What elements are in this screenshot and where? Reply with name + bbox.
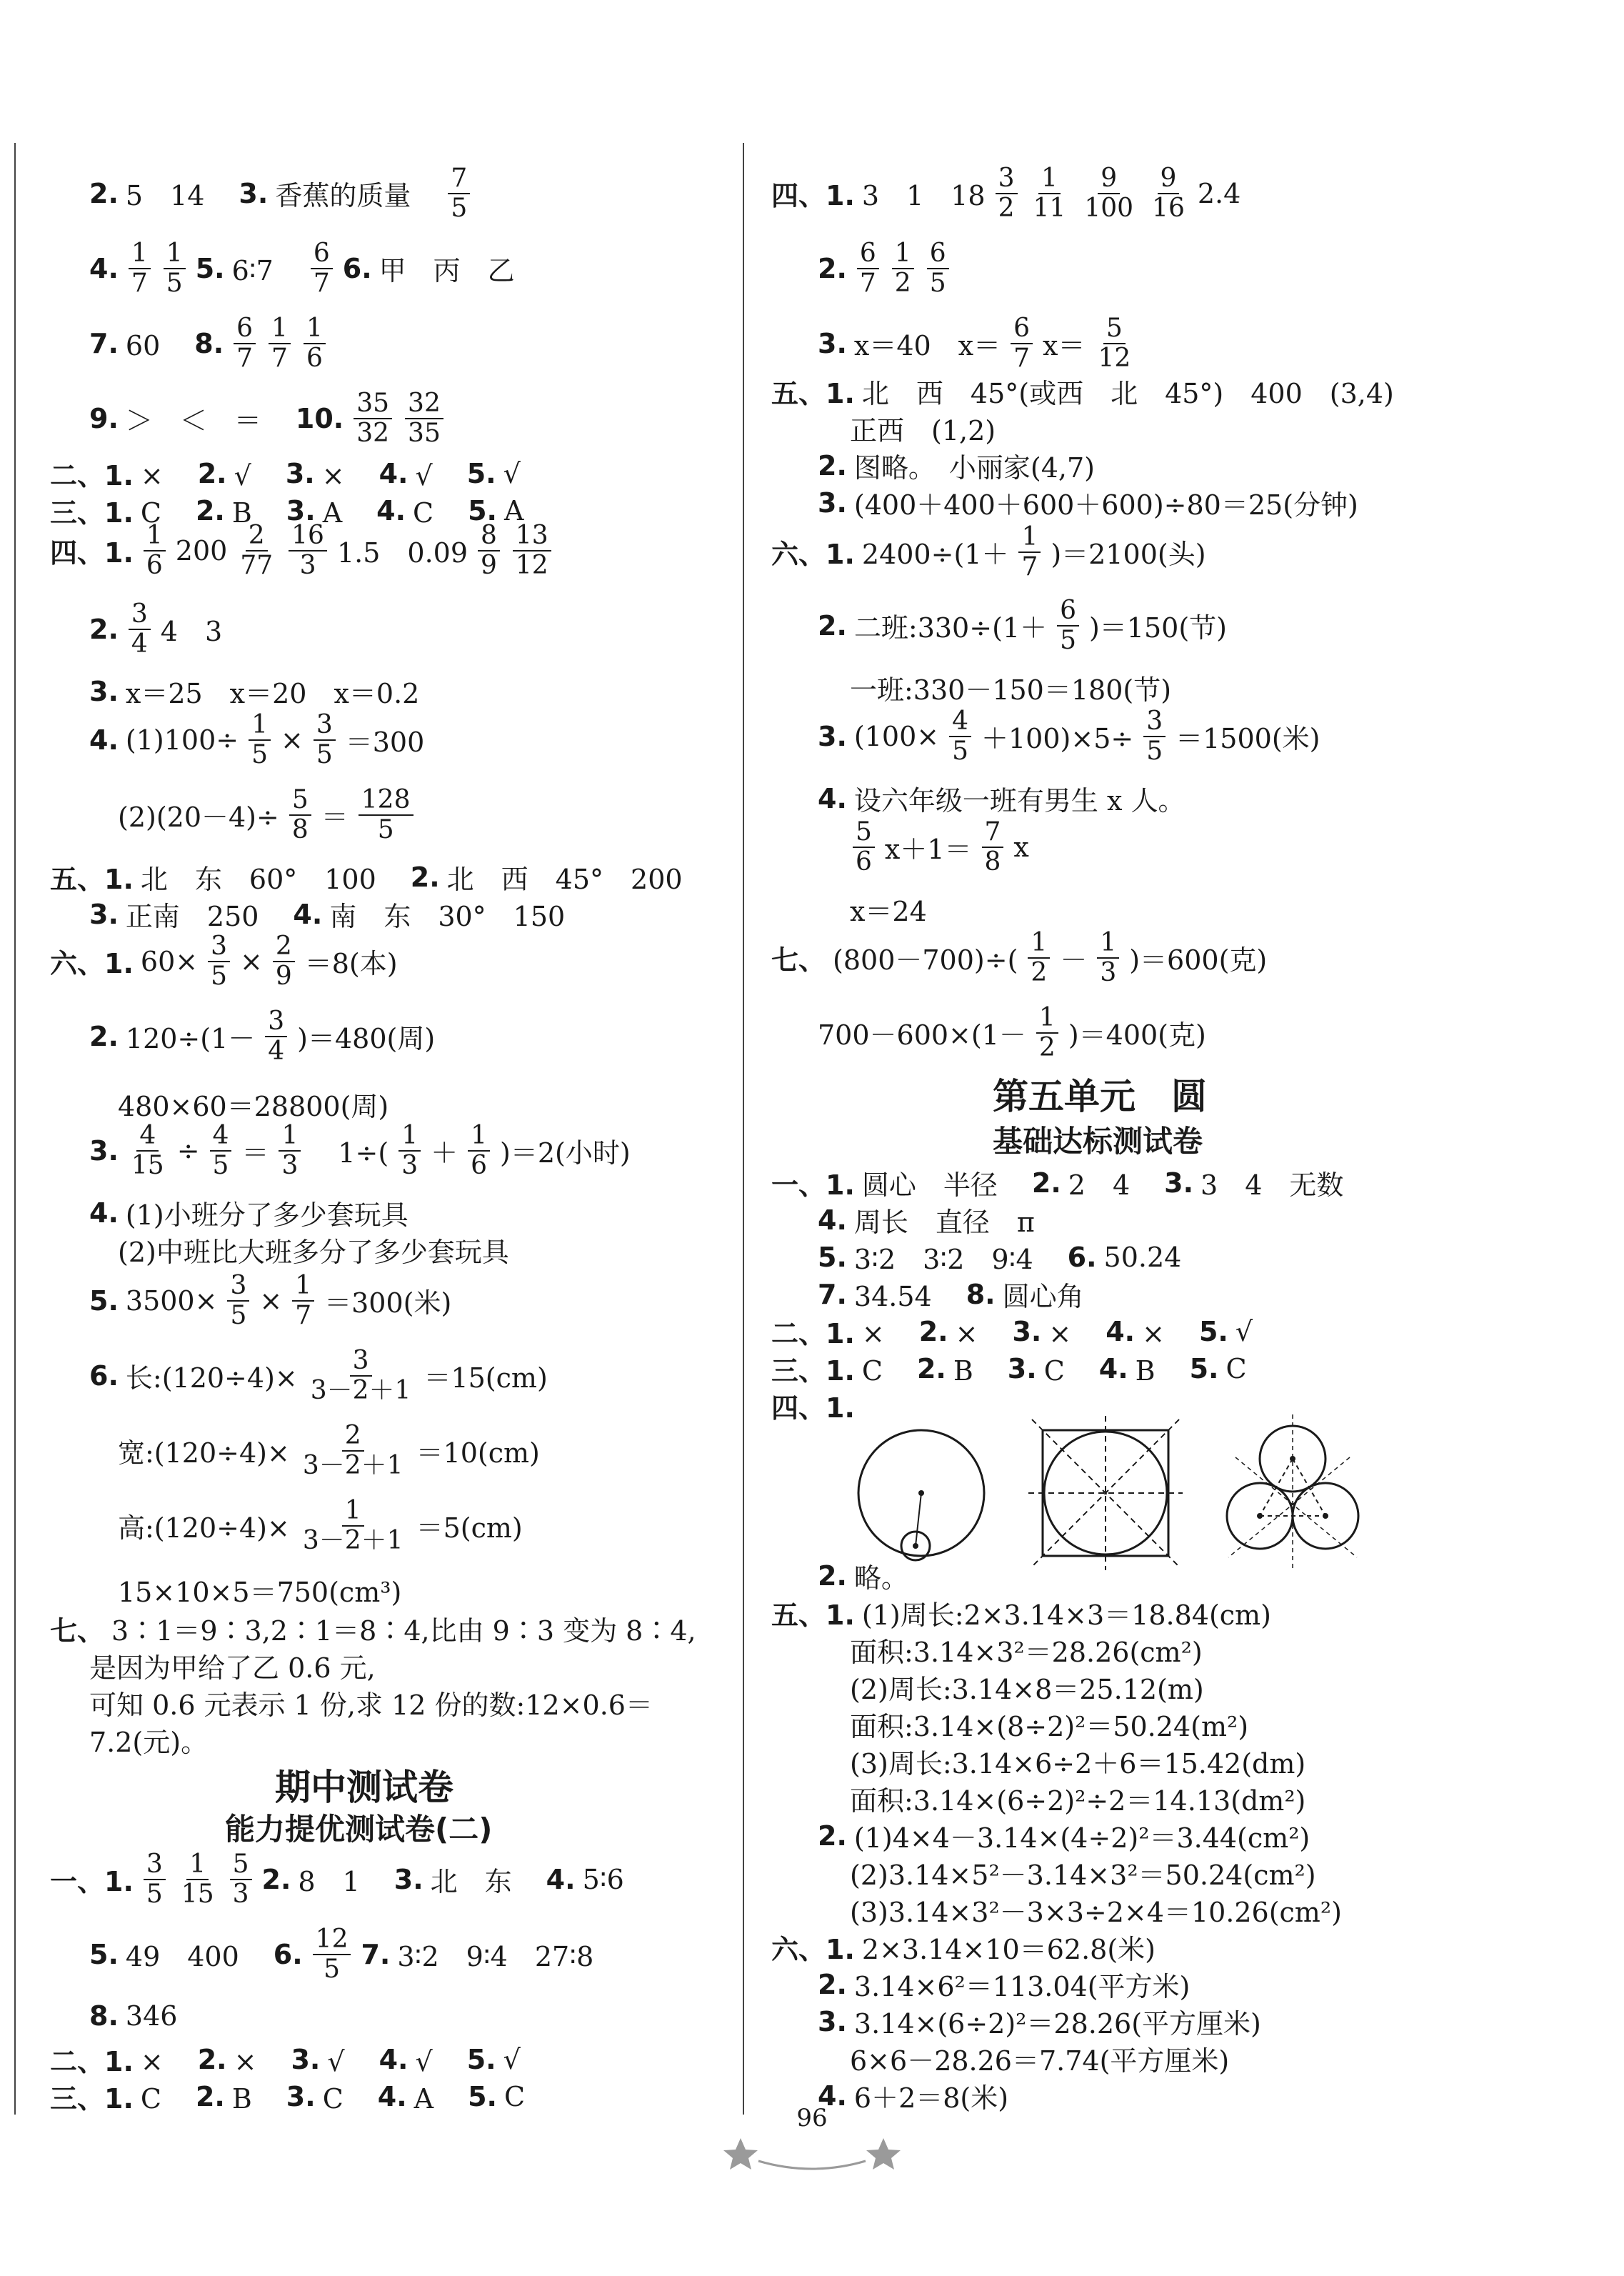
- fraction: $\frac{3}{4}$: [265, 1007, 287, 1065]
- fraction: $\frac{3}{4}$: [129, 600, 151, 658]
- answer-line: (2)周长:3.14×8＝25.12(m): [850, 1674, 1204, 1705]
- fraction: $\frac{6}{5}$: [927, 239, 949, 297]
- fraction: $\frac{32}{35}$: [405, 389, 443, 447]
- fraction: $\frac{4}{5}$: [210, 1122, 232, 1179]
- answer-line: 一、1. 圆心 半径 2. 2 4 3. 3 4 无数: [771, 1167, 1344, 1201]
- answer-line: 2. $\frac{3}{4}$ 4 3: [89, 599, 223, 659]
- answer-line: 4. $\frac{1}{7}$ $\frac{1}{5}$ 5. 6∶7 $\frac{6}{7}$ 6. 甲 丙 乙: [89, 239, 515, 298]
- section-title: 第五单元 圆: [993, 1076, 1207, 1117]
- answer-line: 480×60＝28800(周): [118, 1091, 389, 1122]
- fraction: $\frac{2}{77}$: [240, 521, 274, 580]
- answer-line: 面积:3.14×3²＝28.26(cm²): [850, 1637, 1203, 1668]
- fraction: $\frac{6}{7}$: [857, 239, 879, 297]
- answer-line: 7. 34.54 8. 圆心角: [818, 1278, 1084, 1312]
- answer-line: 8. 346: [89, 2000, 178, 2032]
- answer-line: 3. x＝25 x＝20 x＝0.2: [89, 675, 420, 709]
- answer-line: 六、1. 2400÷(1＋ $\frac{1}{7}$ )＝2100(头): [771, 522, 1206, 582]
- answer-line: 7. 60 8. $\frac{6}{7}$ $\frac{1}{7}$ $\frac{1}{6}$: [89, 314, 329, 372]
- fraction: $\frac{6}{7}$: [311, 239, 333, 297]
- column-divider: [743, 143, 744, 2115]
- fraction: $\frac{12}{5}$: [313, 1925, 351, 1983]
- answer-line: $\frac{5}{6}$ x＋1＝ $\frac{7}{8}$ x: [850, 818, 1029, 876]
- fraction: $\frac{3}{5}$: [208, 932, 230, 990]
- answer-line: 7.2(元)。: [89, 1727, 209, 1758]
- fraction: $\frac{3}{5}$: [227, 1272, 249, 1329]
- answer-line: 3. x＝40 x＝ $\frac{6}{7}$ x＝ $\frac{5}{12}$: [818, 314, 1136, 372]
- fraction: $\frac{5}{12}$: [1098, 314, 1131, 373]
- fraction: $\frac{1}{2}$: [1028, 929, 1050, 987]
- answer-line: 高:(120÷4)× $\frac{1}{3-2+1}$ ＝5(cm): [118, 1496, 523, 1555]
- answer-line: 4. 设六年级一班有男生 x 人。: [818, 782, 1186, 817]
- figure-three-tangent-circles: [1227, 1414, 1358, 1568]
- fraction: $\frac{1}{7}$: [269, 314, 291, 372]
- fraction: $\frac{9}{16}$: [1152, 164, 1185, 223]
- answer-line: 五、1. (1)周长:2×3.14×3＝18.84(cm): [771, 1599, 1271, 1631]
- fraction: $\frac{1}{2}$: [1036, 1004, 1058, 1062]
- fraction: $\frac{3}{5}$: [144, 1850, 166, 1908]
- fraction: $\frac{9}{100}$: [1084, 164, 1134, 223]
- page-number: 96: [796, 2104, 828, 2132]
- answer-line: 可知 0.6 元表示 1 份,求 12 份的数:12×0.6＝: [89, 1689, 653, 1721]
- fraction: $\frac{5}{3}$: [230, 1850, 252, 1908]
- answer-line: 面积:3.14×(6÷2)²÷2＝14.13(dm²): [850, 1785, 1306, 1817]
- fraction: $\frac{1}{2}$: [892, 239, 914, 297]
- fraction: $\frac{6}{7}$: [234, 314, 256, 372]
- figure-circle-with-small-circle: [858, 1430, 984, 1560]
- answer-line: 5. 49 400 6. $\frac{12}{5}$ 7. 3∶2 9∶4 27∶8: [89, 1925, 594, 1984]
- fraction: $\frac{16}{3}$: [289, 521, 327, 579]
- answer-line: 2. 二班:330÷(1＋ $\frac{6}{5}$ )＝150(节): [818, 596, 1227, 655]
- fraction: $\frac{4}{5}$: [949, 707, 971, 765]
- answer-line: 4. (1)100÷ $\frac{1}{5}$ × $\frac{3}{5}$ ＝300: [89, 710, 425, 769]
- figure-square-inscribed-circle: [1028, 1416, 1183, 1570]
- answer-line: 七、 3∶1＝9∶3,2∶1＝8∶4,比由 9∶3 变为 8∶4,: [50, 1615, 696, 1647]
- fraction: $\frac{1}{3}$: [399, 1122, 421, 1179]
- answer-line: 4. (1)小班分了多少套玩具: [89, 1197, 408, 1231]
- answer-line: 四、1. $\frac{1}{6}$ 200 $\frac{2}{77}$ $\frac{16}{3}$ 1.5 0.09 $\frac{8}{9}$ $\frac{13}{12}$: [50, 521, 554, 579]
- fraction: $\frac{3}{3-2+1}$: [310, 1346, 411, 1405]
- answer-line: 六、1. 2×3.14×10＝62.8(米): [771, 1934, 1156, 1965]
- fraction: $\frac{7}{8}$: [982, 818, 1004, 876]
- answer-line: 二、1. × 2. × 3. √ 4. √ 5. √: [50, 2043, 521, 2077]
- fraction: $\frac{3}{2}$: [996, 164, 1018, 222]
- answer-line: 15×10×5＝750(cm³): [118, 1577, 402, 1608]
- fraction: $\frac{5}{8}$: [289, 786, 311, 844]
- answer-line: 三、1. C 2. B 3. C 4. A 5. C: [50, 2080, 526, 2115]
- fraction: $\frac{6}{5}$: [1057, 597, 1079, 654]
- answer-line: 2. 略。: [818, 1559, 908, 1594]
- answer-line: 一、1. $\frac{3}{5}$ $\frac{1}{15}$ $\frac{5}{3}$ 2. 8 1 3. 北 东 4. 5∶6: [50, 1850, 624, 1909]
- answer-line: 三、1. C 2. B 3. A 4. C 5. A: [50, 494, 524, 529]
- answer-line: 5. 3∶2 3∶2 9∶4 6. 50.24: [818, 1241, 1182, 1275]
- fraction: $\frac{3}{5}$: [314, 711, 336, 769]
- answer-line: 2. 图略。 小丽家(4,7): [818, 449, 1095, 484]
- answer-line: 4. 周长 直径 π: [818, 1204, 1035, 1238]
- fraction: $\frac{35}{32}$: [354, 389, 392, 447]
- answer-line: (2)(20－4)÷ $\frac{5}{8}$ ＝ $\frac{128}{5}$: [118, 786, 416, 844]
- fraction: $\frac{4}{15}$: [131, 1121, 164, 1180]
- answer-line: (3)3.14×3²－3×3÷2×4＝10.26(cm²): [850, 1897, 1342, 1928]
- answer-line: 2. 5 14 3. 香蕉的质量 $\frac{7}{5}$: [89, 164, 473, 222]
- circle-figures: [857, 1414, 1371, 1572]
- page-footer: [0, 2104, 1624, 2178]
- answer-line: 2. (1)4×4－3.14×(4÷2)²＝3.44(cm²): [818, 1820, 1310, 1854]
- fraction: $\frac{1}{7}$: [292, 1272, 314, 1329]
- answer-line: 五、1. 北 西 45°(或西 北 45°) 400 (3,4): [771, 378, 1394, 409]
- answer-line: (2)中班比大班多分了多少套玩具: [118, 1237, 509, 1268]
- answer-line: 二、1. × 2. × 3. × 4. × 5. √: [771, 1315, 1253, 1349]
- answer-line: 3. 3.14×(6÷2)²＝28.26(平方厘米): [818, 2005, 1261, 2040]
- fraction: $\frac{1}{6}$: [468, 1122, 490, 1179]
- fraction: $\frac{2}{3-2+1}$: [302, 1421, 404, 1480]
- answer-line: 二、1. × 2. √ 3. × 4. √ 5. √: [50, 457, 521, 491]
- fraction: $\frac{1}{6}$: [304, 314, 326, 372]
- answer-line: 四、1.: [771, 1392, 855, 1424]
- answer-line: 6. 长:(120÷4)× $\frac{3}{3-2+1}$ ＝15(cm): [89, 1346, 548, 1405]
- fraction: $\frac{1}{11}$: [1033, 164, 1066, 223]
- answer-line: 一班:330－150＝180(节): [850, 674, 1172, 706]
- answer-line: 三、1. C 2. B 3. C 4. B 5. C: [771, 1352, 1247, 1387]
- answer-line: 2. 3.14×6²＝113.04(平方米): [818, 1968, 1191, 2002]
- fraction: $\frac{1}{7}$: [1018, 523, 1041, 581]
- answer-line: 七、 (800－700)÷( $\frac{1}{2}$ － $\frac{1}{3}$ )＝600(克): [771, 928, 1268, 987]
- star-ornament-icon: [719, 2132, 905, 2175]
- answer-line: 是因为甲给了乙 0.6 元,: [89, 1652, 376, 1684]
- fraction: $\frac{1}{7}$: [129, 239, 151, 297]
- answer-line: 正西 (1,2): [850, 415, 996, 446]
- fraction: $\frac{7}{5}$: [448, 164, 470, 222]
- answer-line: 四、1. 3 1 18 $\frac{3}{2}$ $\frac{1}{11}$ $\frac{9}{100}$ $\frac{9}{16}$ 2.4: [771, 164, 1241, 223]
- section-subtitle: 基础达标测试卷: [993, 1124, 1203, 1159]
- section-subtitle: 能力提优测试卷(二): [225, 1812, 493, 1847]
- fraction: $\frac{2}{9}$: [273, 932, 295, 990]
- answer-line: 3. 正南 250 4. 南 东 30° 150: [89, 898, 566, 932]
- fraction: $\frac{1}{15}$: [181, 1850, 214, 1909]
- answer-line: 宽:(120÷4)× $\frac{2}{3-2+1}$ ＝10(cm): [118, 1421, 540, 1480]
- answer-line: 700－600×(1－ $\frac{1}{2}$ )＝400(克): [818, 1003, 1206, 1062]
- left-margin-rule: [14, 143, 16, 2115]
- answer-line: 4. 6＋2＝8(米): [818, 2080, 1009, 2114]
- answer-line: 面积:3.14×(8÷2)²＝50.24(m²): [850, 1711, 1249, 1742]
- answer-line: 5. 3500× $\frac{3}{5}$ × $\frac{1}{7}$ ＝300(米): [89, 1271, 452, 1330]
- fraction: $\frac{1}{5}$: [249, 711, 271, 769]
- answer-line: 五、1. 北 东 60° 100 2. 北 西 45° 200: [50, 861, 683, 895]
- answer-line: (2)3.14×5²－3.14×3²＝50.24(cm²): [850, 1860, 1316, 1891]
- fraction: $\frac{13}{12}$: [513, 521, 551, 579]
- answer-line: 3. (100× $\frac{4}{5}$ ＋100)×5÷ $\frac{3}{5}$ ＝1500(米): [818, 707, 1320, 766]
- fraction: $\frac{1}{6}$: [144, 521, 166, 579]
- answer-line: 2. $\frac{6}{7}$ $\frac{1}{2}$ $\frac{6}{5}$: [818, 239, 952, 297]
- fraction: $\frac{1}{5}$: [164, 239, 186, 297]
- answer-line: 2. 120÷(1－ $\frac{3}{4}$ )＝480(周): [89, 1007, 436, 1066]
- fraction: $\frac{6}{7}$: [1011, 314, 1033, 372]
- answer-line: x＝24: [850, 896, 927, 927]
- section-title: 期中测试卷: [275, 1767, 453, 1808]
- answer-line: 9. ＞ ＜ ＝ 10. $\frac{35}{32}$ $\frac{32}{35}$: [89, 389, 446, 447]
- fraction: $\frac{1}{3-2+1}$: [302, 1496, 404, 1555]
- answer-line: 3. (400＋400＋600＋600)÷80＝25(分钟): [818, 486, 1358, 521]
- fraction: $\frac{3}{5}$: [1143, 707, 1166, 765]
- fraction: $\frac{8}{9}$: [478, 521, 500, 579]
- answer-line: 六、1. 60× $\frac{3}{5}$ × $\frac{2}{9}$ ＝8(本): [50, 932, 398, 991]
- fraction: $\frac{1}{3}$: [279, 1122, 301, 1179]
- fraction: $\frac{1}{3}$: [1097, 929, 1119, 987]
- answer-line: 6×6－28.26＝7.74(平方厘米): [850, 2045, 1230, 2077]
- fraction: $\frac{128}{5}$: [359, 786, 413, 844]
- answer-line: (3)周长:3.14×6÷2＋6＝15.42(dm): [850, 1748, 1306, 1780]
- answer-line: 3. $\frac{4}{15}$ ÷ $\frac{4}{5}$ ＝ $\frac{1}{3}$ 1÷( $\frac{1}{3}$ ＋ $\frac{1}{6}$ )＝2(小时): [89, 1121, 631, 1180]
- fraction: $\frac{5}{6}$: [853, 818, 875, 876]
